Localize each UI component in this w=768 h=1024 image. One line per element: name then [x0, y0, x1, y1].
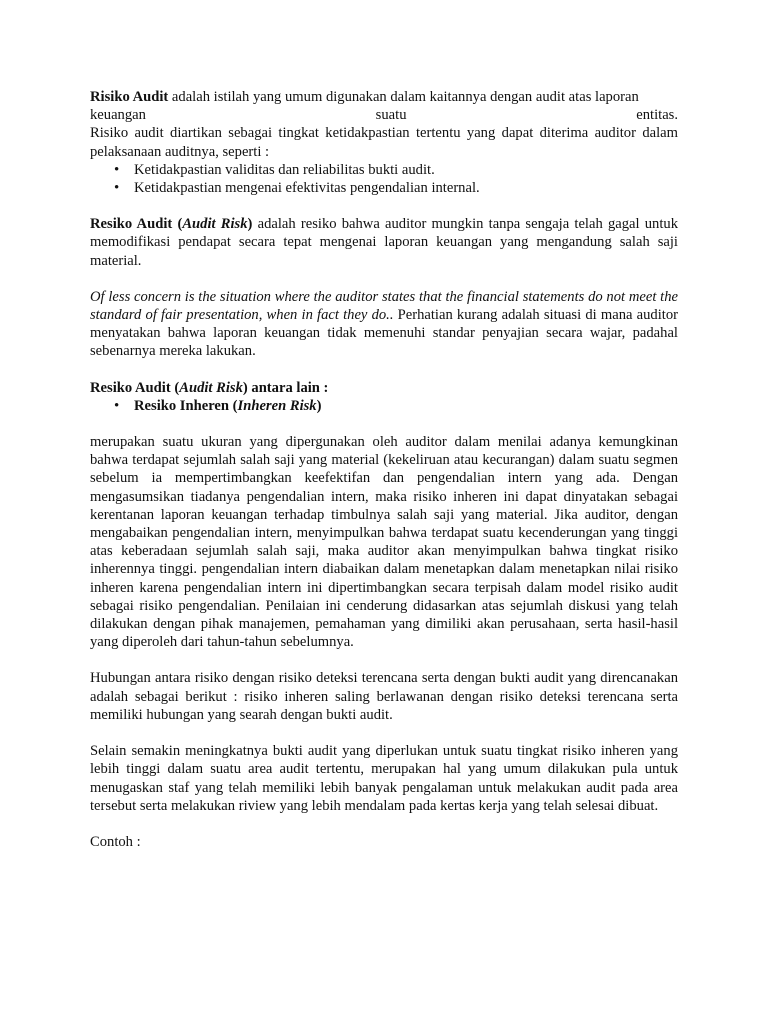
definition-term: Resiko Audit: [90, 216, 173, 233]
body-paragraph: merupakan suatu ukuran yang dipergunakan oleh auditor dalam menilai adanya kemungkinan bahwa terdapat sejumlah salah saji yang material (kekeliruan atau kecurangan) dalam suatu segmen sebelum ia mempertimbangkan keefektifan dan pengendalian intern yang ada. Dengan mengasumsikan tiadanya pengendalian intern, maka risiko inheren ini dapat dinyatakan sebagai kerentanan laporan keuangan terhadap timbulnya salah saji yang material. Jika auditor, dengan mengabaikan pengendalian intern, menyimpulkan bahwa terdapat suatu kecenderungan yang tinggi atas keberadaan sejumlah salah saji, maka auditor akan menyimpulkan bahwa tingkat risiko inherennya tinggi. pengendalian intern diabaikan dalam menetapkan dalam menetapkan nilai risiko inheren karena pengendalian intern ini dipertimbangkan secara terpisah dalam model risiko audit sebagai risiko pengendalian. Penilaian ini cenderung didasarkan atas sejumlah diskusi yang telah dilakukan dengan pihak manajemen, pemahaman yang dimiliki akan perusahaan, serta hasil-hasil yang diperoleh dari tahun-tahun sebelumnya.: [90, 434, 678, 651]
document-page: [90, 88, 678, 851]
uncertainty-list: [90, 161, 678, 197]
definition-paragraph: [90, 215, 678, 270]
intro-term: Risiko Audit: [90, 89, 169, 105]
heading-term-en: Audit Risk: [179, 379, 243, 396]
heading-term: Resiko Audit: [90, 379, 171, 396]
contoh-label: Contoh :: [90, 833, 141, 850]
inheren-open-paren: (: [229, 397, 238, 414]
definition-text: adalah resiko bahwa auditor mungkin tanpa sengaja telah gagal untuk memodifikasi pendapat secara tepat mengenai laporan keuangan yang mengandung salah saji material.: [90, 216, 678, 269]
list-item: • Ketidakpastian validitas dan reliabilitas bukti audit.: [90, 161, 678, 179]
concern-paragraph: [90, 288, 678, 361]
intro-paragraph: [90, 88, 678, 106]
body-paragraph: Selain semakin meningkatnya bukti audit yang diperlukan untuk suatu tingkat risiko inheren yang lebih tinggi dalam suatu area audit tertentu, merupakan hal yang umum dilakukan pula untuk menugaskan staf yang telah memiliki lebih banyak pengalaman untuk melakukan audit pada area tersebut serta melakukan riview yang lebih mendalam pada kertas kerja yang telah selesai dibuat.: [90, 743, 678, 814]
concern-english: Of less concern is the situation where the auditor states that the financial statements do not meet the standard of fair presentation, when in fact they do..: [90, 288, 678, 324]
inheren-close-paren: ): [316, 397, 322, 414]
intro-line-2: keuangan suatu entitas.: [90, 107, 678, 124]
body-paragraph: Hubungan antara risiko dengan risiko deteksi terencana serta dengan bukti audit yang direncanakan adalah sebagai berikut : risiko inheren saling berlawanan dengan risiko deteksi terencana serta memiliki hubungan yang searah dengan bukti audit.: [90, 670, 678, 723]
concern-text: Perhatian kurang adalah situasi di mana auditor menyatakan bahwa laporan keuangan tidak memenuhi standar penyajian secara wajar, padahal sebenarnya mereka lakukan.: [90, 307, 678, 360]
risk-list: [90, 397, 678, 415]
intro-text: adalah istilah yang umum digunakan dalam kaitannya dengan audit atas laporan: [168, 89, 639, 105]
heading-close: ) antara lain :: [242, 379, 329, 396]
section-heading: [90, 379, 678, 397]
inheren-term-en: Inheren Risk: [237, 397, 317, 414]
list-item: • Ketidakpastian mengenai efektivitas pengendalian internal.: [90, 179, 678, 197]
definition-close-paren: ): [247, 216, 253, 233]
definition-term-en: Audit Risk: [182, 216, 248, 233]
list-item-inheren: [90, 397, 678, 415]
heading-open-paren: (: [170, 379, 180, 396]
inheren-term: Resiko Inheren: [134, 397, 230, 414]
intro-definition: Risiko audit diartikan sebagai tingkat ketidakpastian tertentu yang dapat diterima auditor dalam pelaksanaan auditnya, seperti :: [90, 125, 678, 160]
definition-open-paren: (: [172, 216, 183, 233]
